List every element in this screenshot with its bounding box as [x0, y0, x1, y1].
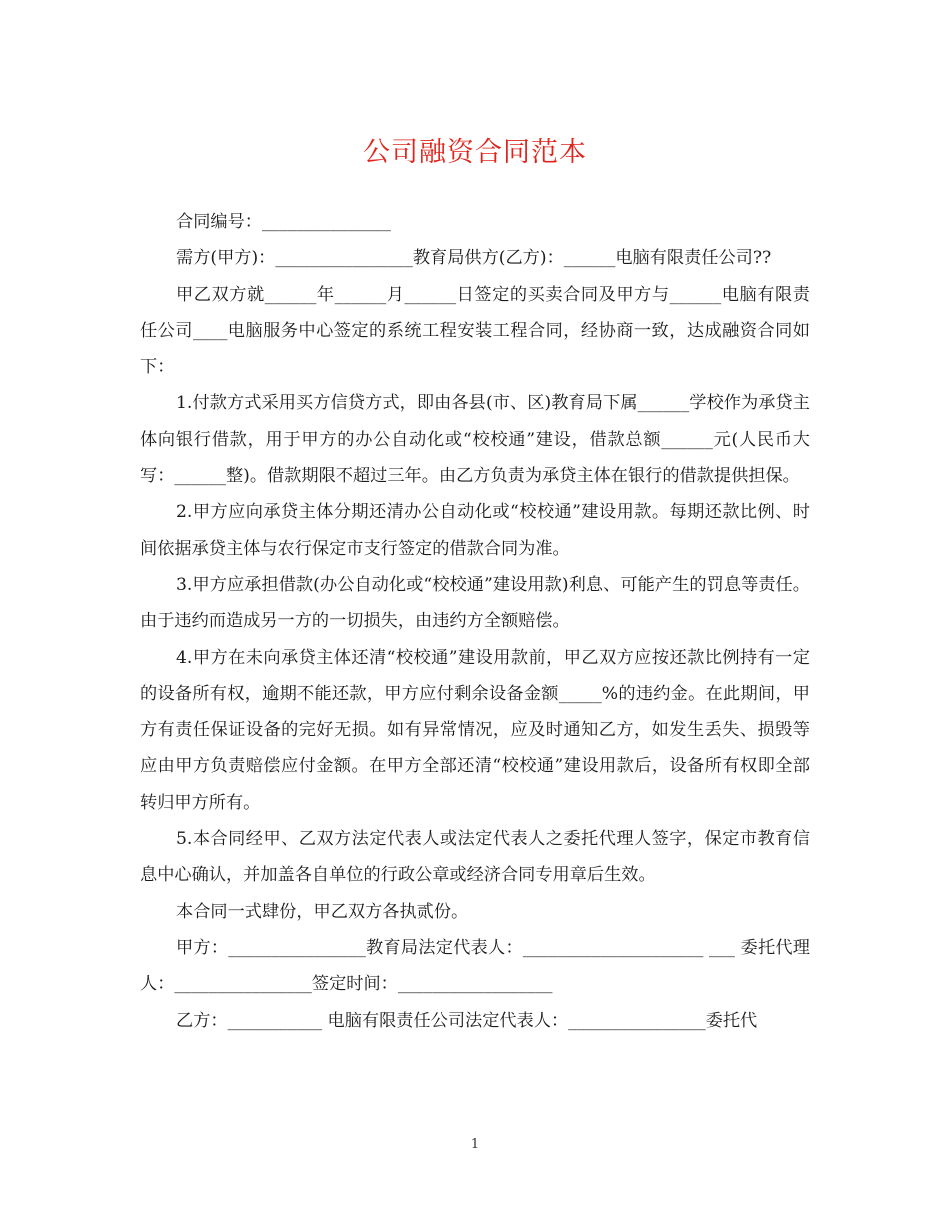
party-a-signature-line: 甲方：________________教育局法定代表人：_____________________ ___ 委托代理人：________________签定时间：__________________: [140, 937, 810, 995]
page-number: 1: [470, 1137, 480, 1152]
party-b-signature-line: 乙方：___________ 电脑有限责任公司法定代表人：________________委托代: [176, 1010, 758, 1031]
document-title: 公司融资合同范本: [363, 137, 587, 168]
document-body: [140, 204, 810, 1039]
copies-paragraph: 本合同一式肆份，甲乙双方各执贰份。: [176, 901, 469, 922]
clause-1-paragraph: 1.付款方式采用买方信贷方式，即由各县(市、区)教育局下属______学校作为承贷主体向银行借款，用于甲方的办公自动化或“校校通”建设，借款总额______元(人民币大写：______整)。借款期限不超过三年。由乙方负责为承贷主体在银行的借款提供担保。: [140, 393, 810, 487]
clause-5-paragraph: 5.本合同经甲、乙双方法定代表人或法定代表人之委托代理人签字，保定市教育信息中心确认，并加盖各自单位的行政公章或经济合同专用章后生效。: [140, 829, 810, 886]
clause-3-paragraph: 3.甲方应承担借款(办公自动化或“校校通”建设用款)利息、可能产生的罚息等责任。由于违约而造成另一方的一切损失，由违约方全额赔偿。: [140, 574, 810, 632]
parties-line: 需方(甲方)：________________教育局供方(乙方)：______电脑有限责任公司??: [176, 248, 772, 269]
clause-4-paragraph: 4.甲方在未向承贷主体还清“校校通”建设用款前，甲乙双方应按还款比例持有一定的设备所有权，逾期不能还款，甲方应付剩余设备金额_____%的违约金。在此期间，甲方有责任保证设备的完好无损。如有异常情况，应及时通知乙方，如发生丢失、损毁等应由甲方负责赔偿应付金额。在甲方全部还清“校校通”建设用款后，设备所有权即全部转归甲方所有。: [140, 647, 810, 813]
clause-2-paragraph: 2.甲方应向承贷主体分期还清办公自动化或“校校通”建设用款。每期还款比例、时间依据承贷主体与农行保定市支行签定的借款合同为准。: [140, 502, 810, 559]
preamble-paragraph: 甲乙双方就______年______月______日签定的买卖合同及甲方与______电脑有限责任公司____电脑服务中心签定的系统工程安装工程合同，经协商一致，达成融资合同如下：: [140, 284, 810, 378]
contract-number-line: 合同编号：_______________: [176, 212, 391, 232]
